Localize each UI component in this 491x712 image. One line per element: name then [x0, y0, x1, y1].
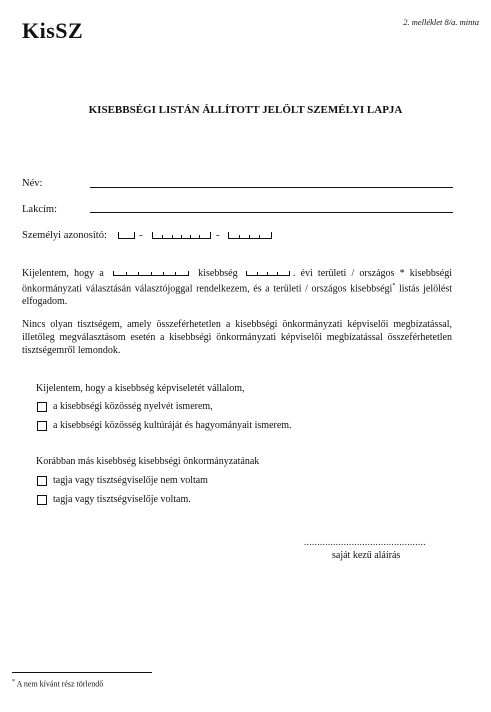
address-field[interactable]	[90, 212, 453, 213]
declaration-text: . évi területi / országos * kisebbségi önkormányzati választásán választójoggal rendelkezem, és a területi / országos kisebbségi	[22, 268, 453, 295]
representation-intro: Kijelentem, hogy a kisebbség képviseletét vállalom,	[36, 383, 245, 394]
not-member-option-label: tagja vagy tisztségviselője nem voltam	[53, 475, 208, 486]
personal-id-segment-2[interactable]	[152, 232, 211, 239]
language-checkbox[interactable]	[37, 402, 47, 412]
was-member-option-label: tagja vagy tisztségviselője voltam.	[53, 494, 191, 505]
page-title: KISEBBSÉGI LISTÁN ÁLLÍTOTT JELÖLT SZEMÉLYI LAPJA	[88, 104, 403, 116]
year-field[interactable]	[246, 271, 290, 276]
personal-id-segment-1[interactable]	[118, 232, 135, 239]
was-member-checkbox[interactable]	[37, 495, 47, 505]
footnote-marker: *	[12, 679, 15, 685]
culture-option-label: a kisebbségi közösség kultúráját és hagyományait ismerem.	[53, 420, 292, 431]
minority-name-field[interactable]	[113, 271, 189, 276]
language-option-label: a kisebbségi közösség nyelvét ismerem,	[53, 401, 213, 412]
form-reference: 2. melléklet 8/a. minta	[403, 17, 479, 27]
personal-id-label: Személyi azonosító:	[22, 230, 107, 241]
culture-checkbox[interactable]	[37, 421, 47, 431]
incompatibility-paragraph: Nincs olyan tisztségem, amely összeférhetetlen a kisebbségi önkormányzati képviselői megbízatással, illetőleg megválasztásom esetén a kisebbségi önkormányzati képviselői megbízatással összeférhetetlen tisztségemről lemondok.	[22, 319, 452, 356]
declaration-text: listás jelölést elfogadom.	[22, 283, 452, 308]
id-separator: -	[216, 230, 220, 241]
declaration-text: kisebbség	[198, 268, 238, 279]
address-label: Lakcím:	[22, 204, 57, 215]
signature-label: saját kezű aláírás	[332, 550, 401, 561]
footnote	[12, 679, 103, 689]
logo: KisSZ	[22, 18, 84, 43]
footnote-divider	[12, 672, 152, 673]
id-separator: -	[139, 230, 143, 241]
personal-id-segment-3[interactable]	[228, 232, 272, 239]
not-member-checkbox[interactable]	[37, 476, 47, 486]
declaration-paragraph	[22, 267, 452, 308]
declaration-text: Kijelentem, hogy a	[22, 268, 104, 279]
prior-membership-intro: Korábban más kisebbség kisebbségi önkormányzatának	[36, 456, 260, 467]
name-label: Név:	[22, 178, 43, 189]
name-field[interactable]	[90, 187, 453, 188]
footnote-text: A nem kívánt rész törlendő	[16, 679, 104, 689]
signature-line[interactable]: ..............................................	[304, 537, 426, 547]
footnote-marker: *	[392, 283, 396, 289]
